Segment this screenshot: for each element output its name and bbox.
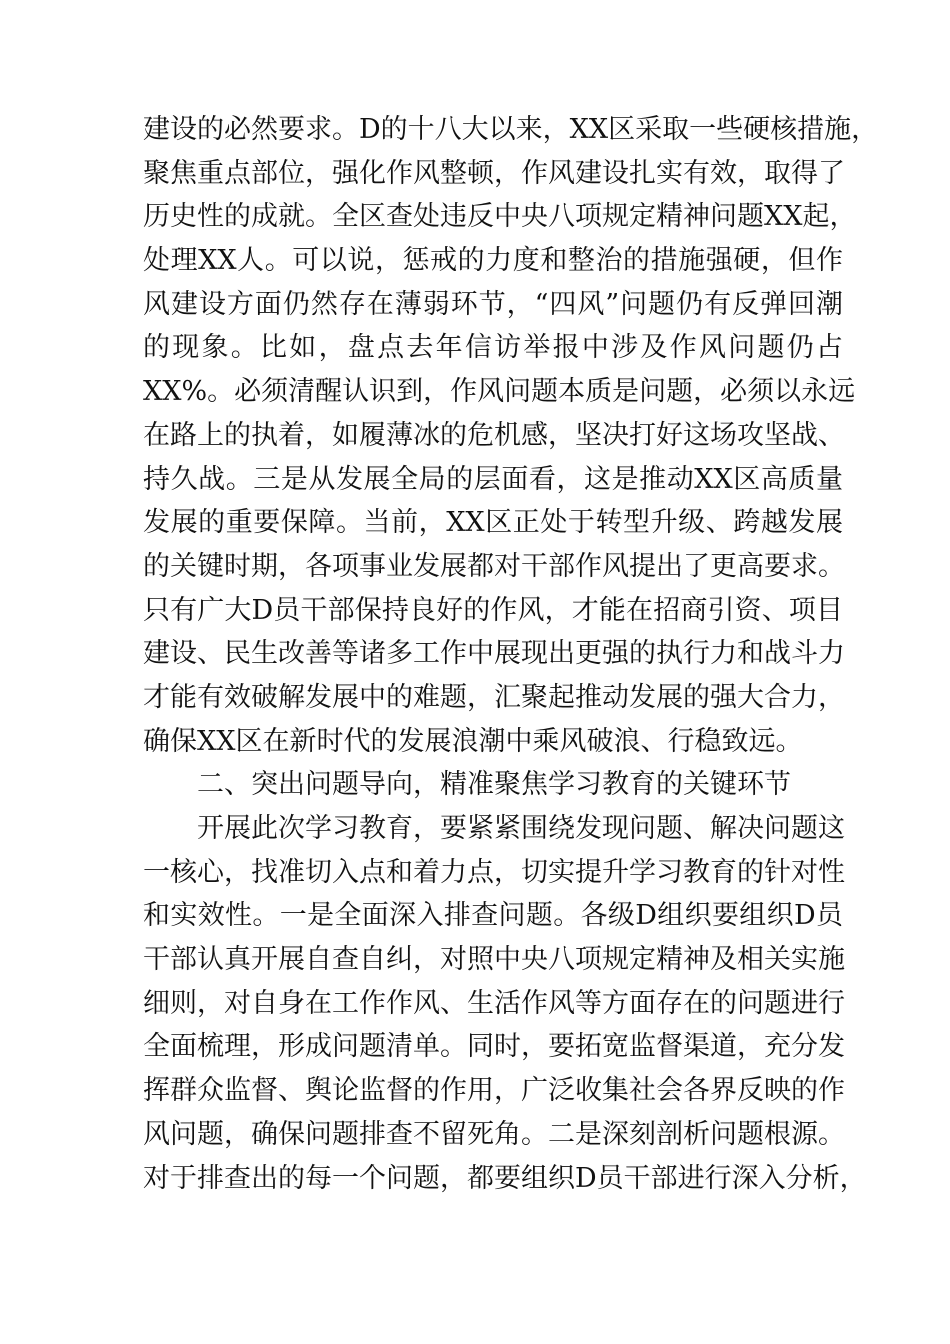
text-line-19: 和实效性。一是全面深入排查问题。各级D组织要组织D员: [143, 900, 843, 932]
text-line-12: 只有广大D员干部保持良好的作风，才能在招商引资、项目: [143, 594, 843, 626]
text-line-14: 才能有效破解发展中的难题，汇聚起推动发展的强大合力，: [143, 681, 845, 713]
text-line-2: 聚焦重点部位，强化作风整顿，作风建设扎实有效，取得了: [143, 157, 845, 189]
text-line-23: 挥群众监督、舆论监督的作用，广泛收集社会各界反映的作: [143, 1075, 845, 1107]
text-line-4: 处理XX人。可以说，惩戒的力度和整治的措施强硬，但作: [143, 245, 843, 277]
text-line-9: 持久战。三是从发展全局的层面看，这是推动XX区高质量: [143, 463, 843, 495]
text-line-6: 的现象。比如，盘点去年信访举报中涉及作风问题仍占: [143, 332, 843, 364]
text-line-7: XX%。必须清醒认识到，作风问题本质是问题，必须以永远: [143, 376, 856, 408]
text-line-13: 建设、民生改善等诸多工作中展现出更强的执行力和战斗力: [143, 638, 845, 670]
text-line-8: 在路上的执着，如履薄冰的危机感，坚决打好这场攻坚战、: [143, 419, 845, 451]
section-heading: 二、突出问题导向，精准聚焦学习教育的关键环节: [197, 769, 791, 801]
text-line-3: 历史性的成就。全区查处违反中央八项规定精神问题XX起，: [143, 201, 857, 233]
text-line-10: 发展的重要保障。当前，XX区正处于转型升级、跨越发展: [143, 507, 843, 539]
text-line-18: 一核心，找准切入点和着力点，切实提升学习教育的针对性: [143, 856, 845, 888]
text-line-5: 风建设方面仍然存在薄弱环节，“四风”问题仍有反弹回潮: [143, 288, 843, 320]
text-line-25: 对于排查出的每一个问题，都要组织D员干部进行深入分析，: [143, 1162, 867, 1194]
text-line-17: 开展此次学习教育，要紧紧围绕发现问题、解决问题这: [197, 813, 845, 844]
text-line-24: 风问题，确保问题排查不留死角。二是深刻剖析问题根源。: [143, 1118, 845, 1150]
text-line-20: 干部认真开展自查自纠，对照中央八项规定精神及相关实施: [143, 944, 845, 976]
body-text: [143, 108, 879, 1200]
text-line-15: 确保XX区在新时代的发展浪潮中乘风破浪、行稳致远。: [143, 725, 803, 757]
text-line-21: 细则，对自身在工作作风、生活作风等方面存在的问题进行: [143, 987, 845, 1019]
text-line-22: 全面梳理，形成问题清单。同时，要拓宽监督渠道，充分发: [143, 1031, 845, 1063]
text-line-1: 建设的必然要求。D的十八大以来，XX区采取一些硬核措施，: [143, 114, 879, 145]
text-line-11: 的关键时期，各项事业发展都对干部作风提出了更高要求。: [143, 550, 845, 582]
